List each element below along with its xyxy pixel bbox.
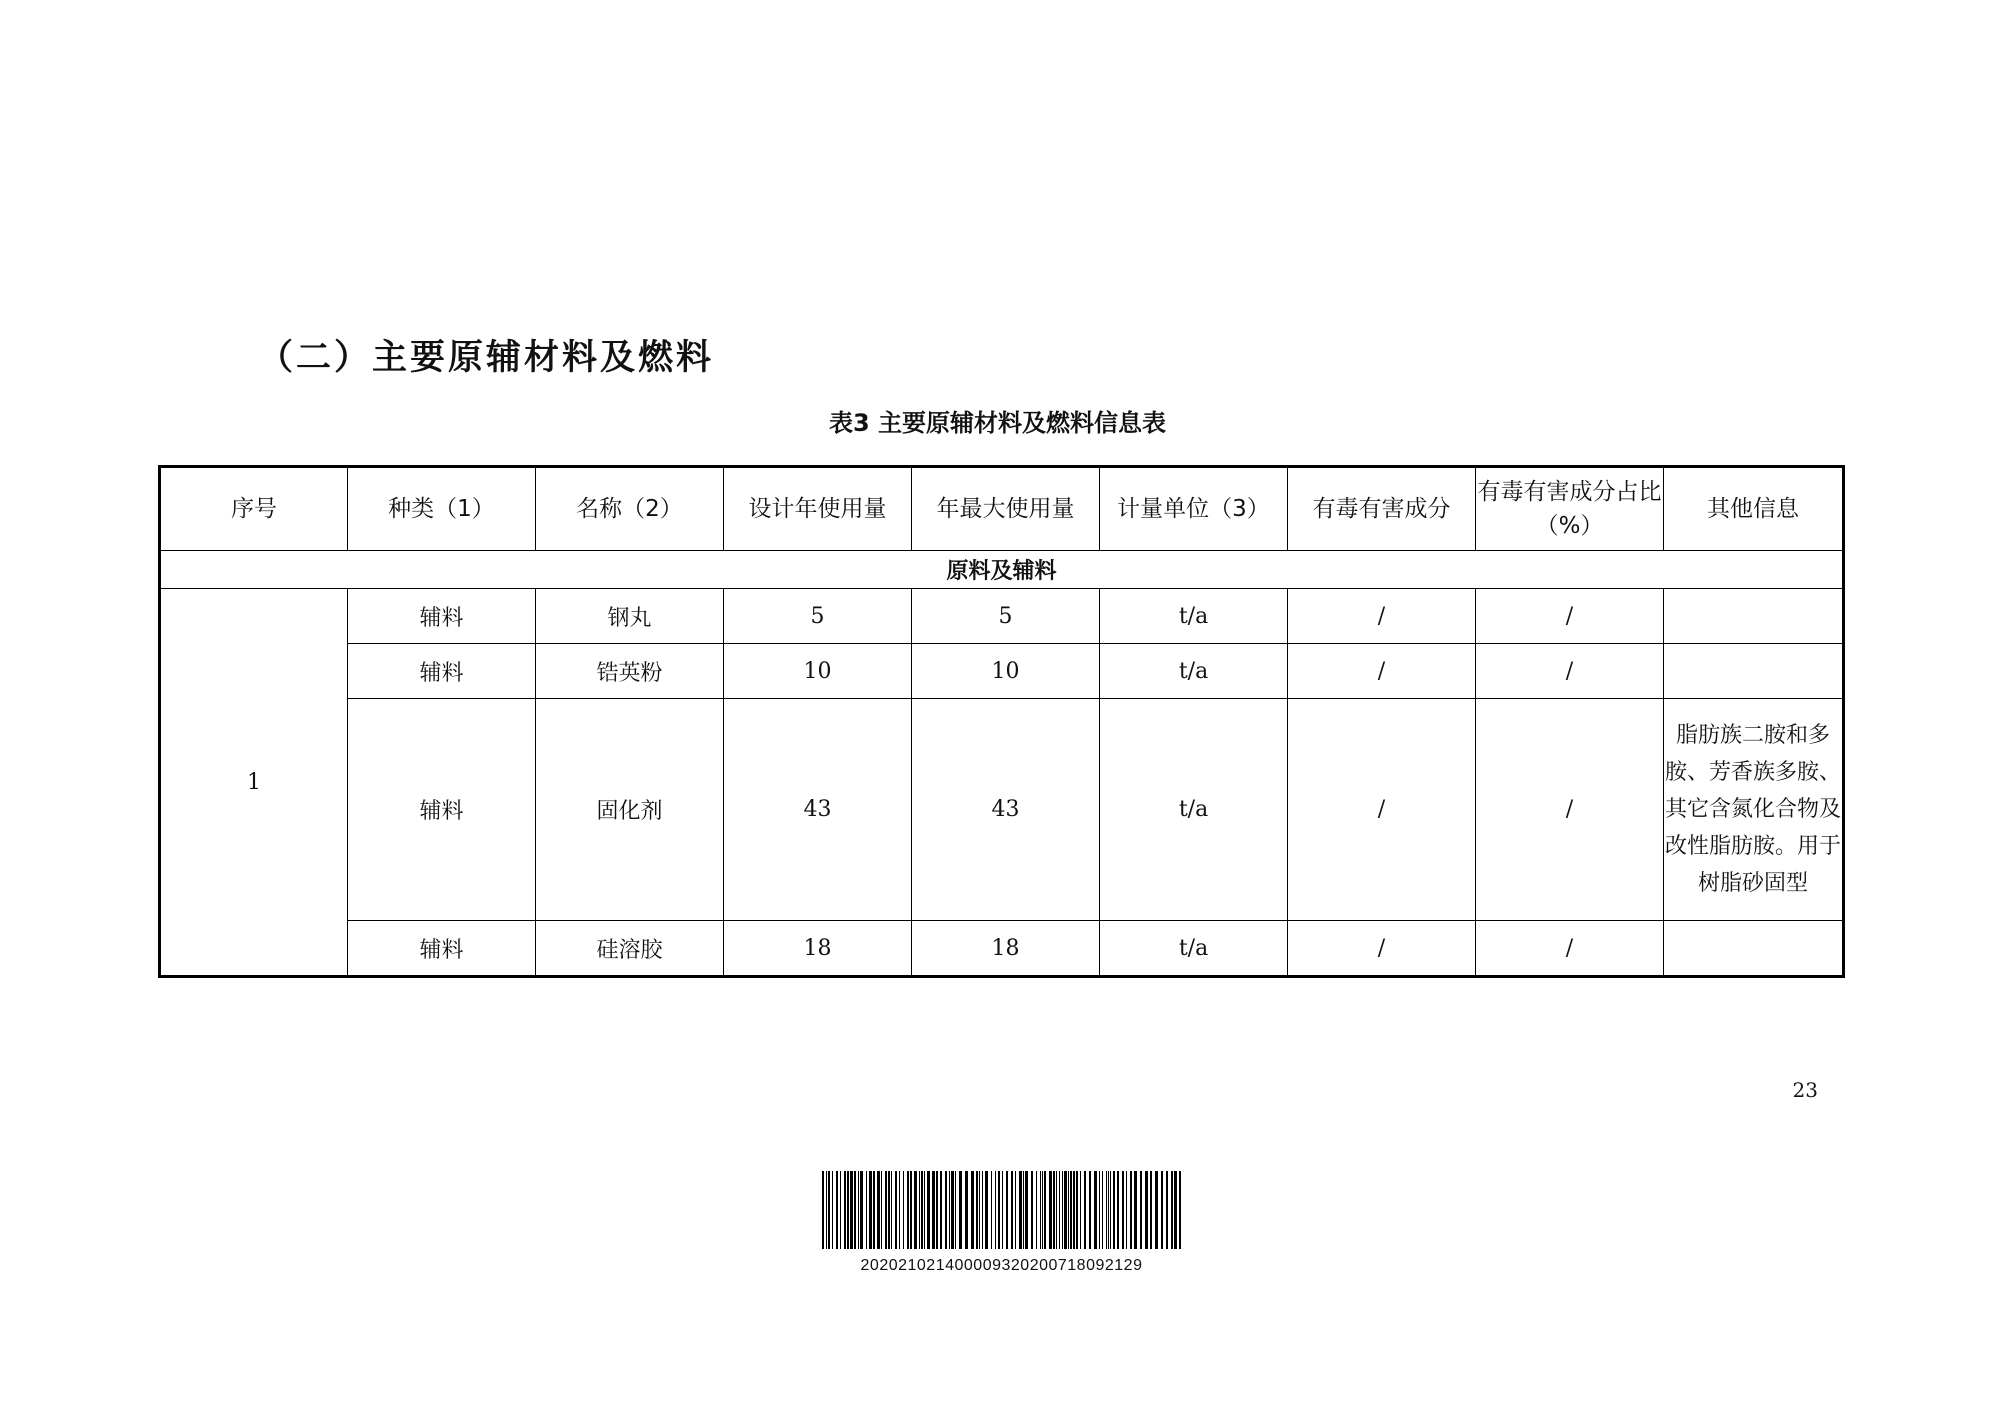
barcode-bar xyxy=(1062,1171,1063,1249)
barcode-bar xyxy=(847,1171,849,1249)
barcode-bar xyxy=(1110,1171,1111,1249)
barcode-bar xyxy=(1089,1171,1091,1249)
toxic-cell: / xyxy=(1288,699,1476,921)
barcode-bar xyxy=(1150,1171,1152,1249)
barcode-bar xyxy=(888,1171,890,1249)
category-cell: 辅料 xyxy=(348,921,536,977)
header-row xyxy=(160,467,1844,551)
barcode-bar xyxy=(1113,1171,1115,1249)
barcode-bar xyxy=(919,1171,920,1249)
barcode-bar xyxy=(1161,1171,1163,1249)
max-annual-cell: 43 xyxy=(912,699,1100,921)
barcode-bar xyxy=(979,1171,980,1249)
group-row xyxy=(160,551,1844,589)
barcode-bar xyxy=(1106,1171,1107,1249)
barcode-bar xyxy=(1019,1171,1022,1249)
barcode-bar xyxy=(844,1171,846,1249)
design-annual-cell: 10 xyxy=(724,644,912,699)
toxic-ratio-cell: / xyxy=(1476,921,1664,977)
barcode-bar xyxy=(1025,1171,1028,1249)
barcode-bar xyxy=(1155,1171,1158,1249)
material-name-cell: 钢丸 xyxy=(536,589,724,644)
barcode-bar xyxy=(1056,1171,1057,1249)
barcode-bar xyxy=(1011,1171,1013,1249)
barcode-bar xyxy=(1102,1171,1103,1249)
barcode-bar xyxy=(1023,1171,1024,1249)
materials-table xyxy=(158,465,1845,978)
barcode-bar xyxy=(1084,1171,1086,1249)
barcode-bar xyxy=(1122,1171,1124,1249)
barcode-bar xyxy=(1130,1171,1132,1249)
toxic-cell: / xyxy=(1288,644,1476,699)
other-info-cell: 脂肪族二胺和多胺、芳香族多胺、其它含氮化合物及改性脂肪胺。用于树脂砂固型 xyxy=(1664,699,1844,921)
barcode-image xyxy=(820,1171,1183,1249)
toxic-ratio-cell: / xyxy=(1476,644,1664,699)
barcode-bar xyxy=(1042,1171,1043,1249)
barcode-bar xyxy=(1044,1171,1046,1249)
barcode-bar xyxy=(924,1171,925,1249)
barcode-bar xyxy=(1108,1171,1109,1249)
barcode-bar xyxy=(1053,1171,1055,1249)
barcode-bar xyxy=(850,1171,853,1249)
barcode-bar xyxy=(1126,1171,1127,1249)
category-cell: 辅料 xyxy=(348,589,536,644)
barcode-bar xyxy=(982,1171,983,1249)
barcode-bar xyxy=(1002,1171,1003,1249)
barcode-bar xyxy=(828,1171,830,1249)
barcode-bar xyxy=(866,1171,867,1249)
other-info-cell xyxy=(1664,644,1844,699)
design-annual-cell: 18 xyxy=(724,921,912,977)
table-row xyxy=(160,921,1844,977)
unit-cell: t/a xyxy=(1100,699,1288,921)
material-name-cell: 锆英粉 xyxy=(536,644,724,699)
header-category: 种类（1） xyxy=(348,467,536,551)
barcode-bar xyxy=(836,1171,838,1249)
barcode-bar xyxy=(976,1171,978,1249)
barcode-bar xyxy=(1174,1171,1177,1249)
barcode-bar xyxy=(1073,1171,1075,1249)
barcode-bar xyxy=(869,1171,872,1249)
section-heading: （二）主要原辅材料及燃料 xyxy=(258,338,715,378)
table-row xyxy=(160,699,1844,921)
barcode-bar xyxy=(1049,1171,1052,1249)
category-cell: 辅料 xyxy=(348,644,536,699)
barcode-bar xyxy=(914,1171,917,1249)
header-max-annual: 年最大使用量 xyxy=(912,467,1100,551)
barcode-bar xyxy=(1070,1171,1072,1249)
barcode-bar xyxy=(1140,1171,1142,1249)
barcode-bar xyxy=(991,1171,992,1249)
barcode-bar xyxy=(1094,1171,1097,1249)
barcode-bar xyxy=(1134,1171,1137,1249)
barcode-bar xyxy=(921,1171,923,1249)
header-unit: 计量单位（3） xyxy=(1100,467,1288,551)
category-cell: 辅料 xyxy=(348,699,536,921)
barcode-bar xyxy=(895,1171,897,1249)
barcode-bar xyxy=(1015,1171,1016,1249)
barcode-bar xyxy=(945,1171,947,1249)
header-toxic: 有毒有害成分 xyxy=(1288,467,1476,551)
toxic-cell: / xyxy=(1288,921,1476,977)
header-toxic-ratio: 有毒有害成分占比（%） xyxy=(1476,467,1664,551)
barcode-bar xyxy=(936,1171,938,1249)
design-annual-cell: 5 xyxy=(724,589,912,644)
other-info-cell xyxy=(1664,589,1844,644)
barcode-bar xyxy=(1036,1171,1037,1249)
barcode-bar xyxy=(927,1171,930,1249)
barcode-bar xyxy=(840,1171,841,1249)
barcode-bar xyxy=(1179,1171,1181,1249)
table-row xyxy=(160,589,1844,644)
barcode-bar xyxy=(1064,1171,1067,1249)
table-row xyxy=(160,644,1844,699)
unit-cell: t/a xyxy=(1100,589,1288,644)
barcode-bar xyxy=(1099,1171,1100,1249)
barcode-bar xyxy=(881,1171,882,1249)
header-other: 其他信息 xyxy=(1664,467,1844,551)
barcode-bar xyxy=(832,1171,833,1249)
barcode-bar xyxy=(965,1171,968,1249)
barcode-bar xyxy=(877,1171,880,1249)
unit-cell: t/a xyxy=(1100,921,1288,977)
barcode-bar xyxy=(951,1171,954,1249)
barcode-bar xyxy=(1031,1171,1033,1249)
barcode-bar xyxy=(995,1171,996,1249)
barcode-bar xyxy=(949,1171,950,1249)
barcode-bar xyxy=(860,1171,863,1249)
barcode-bar xyxy=(907,1171,909,1249)
barcode-bar xyxy=(858,1171,859,1249)
barcode-bar xyxy=(1076,1171,1078,1249)
barcode-bar xyxy=(826,1171,827,1249)
toxic-cell: / xyxy=(1288,589,1476,644)
table-caption: 表3 主要原辅材料及燃料信息表 xyxy=(828,409,1167,437)
barcode-bar xyxy=(899,1171,900,1249)
barcode-bar xyxy=(891,1171,892,1249)
barcode-bar xyxy=(971,1171,974,1249)
design-annual-cell: 43 xyxy=(724,699,912,921)
barcode-bar xyxy=(1171,1171,1173,1249)
header-design-annual: 设计年使用量 xyxy=(724,467,912,551)
barcode-bar xyxy=(1080,1171,1081,1249)
toxic-ratio-cell: / xyxy=(1476,699,1664,921)
other-info-cell xyxy=(1664,921,1844,977)
toxic-ratio-cell: / xyxy=(1476,589,1664,644)
barcode-bar xyxy=(932,1171,935,1249)
unit-cell: t/a xyxy=(1100,644,1288,699)
barcode-bar xyxy=(1040,1171,1041,1249)
serial-cell: 1 xyxy=(160,589,348,977)
barcode-bar xyxy=(985,1171,988,1249)
barcode-bar xyxy=(854,1171,856,1249)
barcode-bar xyxy=(1117,1171,1119,1249)
barcode-bar xyxy=(910,1171,912,1249)
barcode-bar xyxy=(959,1171,962,1249)
barcode-number: 20202102140000932020071809212​9 xyxy=(860,1257,1143,1274)
barcode-bar xyxy=(998,1171,1000,1249)
max-annual-cell: 18 xyxy=(912,921,1100,977)
group-title: 原料及辅料 xyxy=(160,551,1844,589)
barcode-bar xyxy=(1068,1171,1069,1249)
header-serial: 序号 xyxy=(160,467,348,551)
header-name: 名称（2） xyxy=(536,467,724,551)
barcode-bar xyxy=(885,1171,887,1249)
barcode-bar xyxy=(1006,1171,1008,1249)
barcode-bar xyxy=(955,1171,956,1249)
material-name-cell: 硅溶胶 xyxy=(536,921,724,977)
max-annual-cell: 10 xyxy=(912,644,1100,699)
barcode-bar xyxy=(903,1171,904,1249)
barcode-bar xyxy=(1059,1171,1060,1249)
max-annual-cell: 5 xyxy=(912,589,1100,644)
barcode-bar xyxy=(1145,1171,1148,1249)
material-name-cell: 固化剂 xyxy=(536,699,724,921)
barcode-bar xyxy=(940,1171,942,1249)
barcode-bar xyxy=(1166,1171,1168,1249)
barcode-bar xyxy=(822,1171,824,1249)
barcode-bar xyxy=(873,1171,875,1249)
page-number: 23 xyxy=(1792,1078,1818,1102)
